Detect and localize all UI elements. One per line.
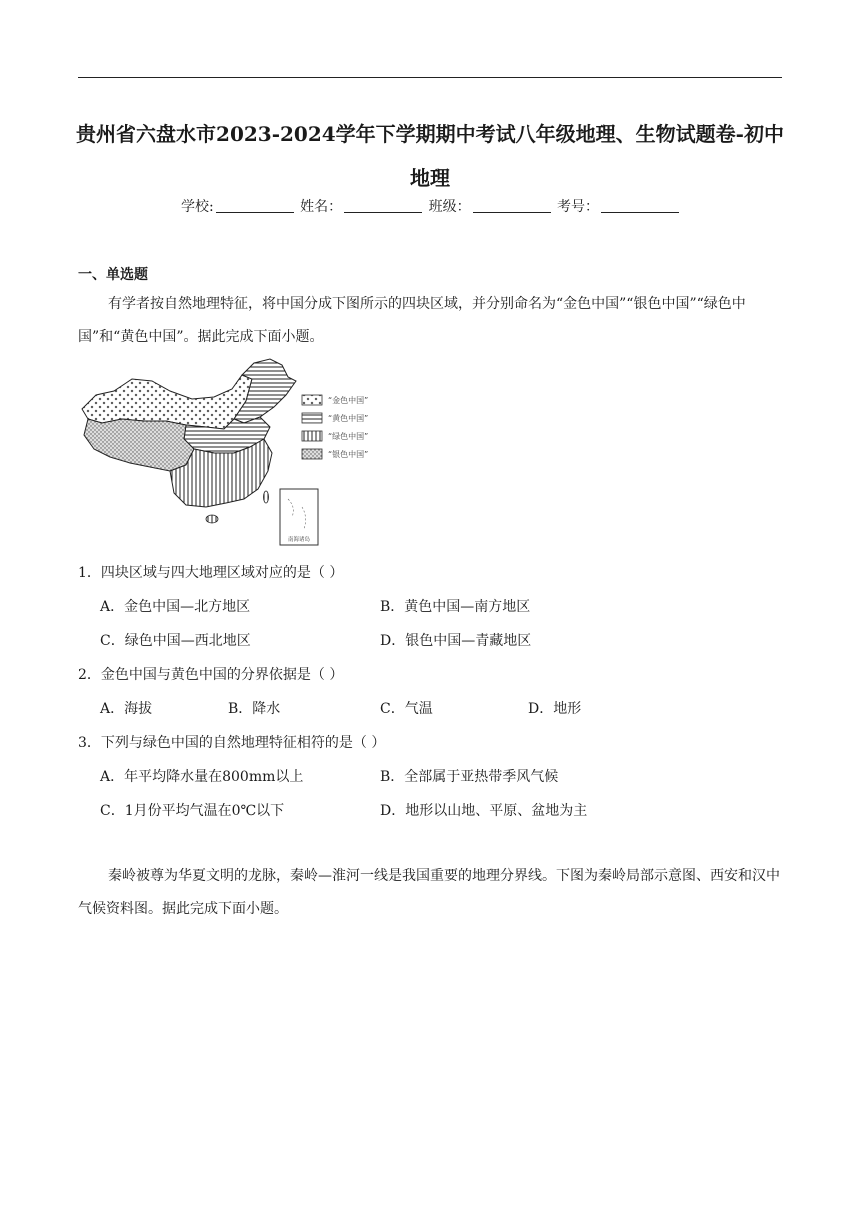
intro-paragraph-2: 秦岭被尊为华夏文明的龙脉，秦岭—淮河一线是我国重要的地理分界线。下图为秦岭局部示意图、西安和汉中气候资料图。据此完成下面小题。: [78, 868, 780, 917]
question-1-option-c[interactable]: C．绿色中国—西北地区: [100, 633, 251, 649]
question-1-option-a[interactable]: A．金色中国—北方地区: [100, 599, 251, 615]
name-label: 姓名：: [300, 199, 343, 215]
question-1-option-b[interactable]: B．黄色中国—南方地区: [380, 599, 531, 615]
header-rule: [78, 77, 782, 78]
question-2-option-b[interactable]: B．降水: [228, 701, 281, 717]
class-label: 班级：: [428, 199, 471, 215]
inset-label: 南海诸岛: [287, 537, 311, 543]
id-blank[interactable]: [601, 198, 679, 213]
legend-green: “绿色中国”: [328, 432, 369, 441]
question-2-option-a[interactable]: A．海拔: [100, 701, 153, 717]
china-regions-map: [74, 357, 404, 549]
student-info-line: [0, 196, 860, 216]
name-blank[interactable]: [344, 198, 422, 213]
island-hainan: [206, 515, 218, 523]
legend-yellow: “黄色中国”: [328, 414, 369, 423]
question-3-stem: 3．下列与绿色中国的自然地理特征相符的是（ ）: [78, 735, 386, 751]
question-2-stem: 2．金色中国与黄色中国的分界依据是（ ）: [78, 667, 344, 683]
question-2-option-c[interactable]: C．气温: [380, 701, 433, 717]
question-3-option-c[interactable]: C．1月份平均气温在0℃以下: [100, 803, 285, 819]
section-heading: 一、单选题: [78, 267, 148, 283]
question-1-stem: 1．四块区域与四大地理区域对应的是（ ）: [78, 565, 344, 581]
school-blank[interactable]: [216, 198, 294, 213]
island-taiwan: [264, 491, 269, 503]
map-legend: [302, 395, 368, 459]
question-1-option-d[interactable]: D．银色中国—青藏地区: [380, 633, 532, 649]
question-3-option-b[interactable]: B．全部属于亚热带季风气候: [380, 769, 559, 785]
region-silver: [84, 419, 194, 471]
intro-paragraph-1: 有学者按自然地理特征，将中国分成下图所示的四块区域，并分别命名为“金色中国”“银色中国”“绿色中国”和“黄色中国”。据此完成下面小题。: [78, 296, 746, 345]
legend-silver: “银色中国”: [328, 450, 369, 459]
question-3-option-d[interactable]: D．地形以山地、平原、盆地为主: [380, 803, 588, 819]
legend-gold: “金色中国”: [328, 396, 369, 405]
exam-title: 贵州省六盘水市2023-2024学年下学期期中考试八年级地理、生物试题卷-初中地理: [76, 122, 784, 190]
school-label: 学校:: [180, 199, 214, 215]
id-label: 考号：: [557, 199, 600, 215]
question-3-option-a[interactable]: A．年平均降水量在800mm以上: [100, 769, 304, 785]
question-2-option-d[interactable]: D．地形: [528, 701, 582, 717]
class-blank[interactable]: [473, 198, 551, 213]
